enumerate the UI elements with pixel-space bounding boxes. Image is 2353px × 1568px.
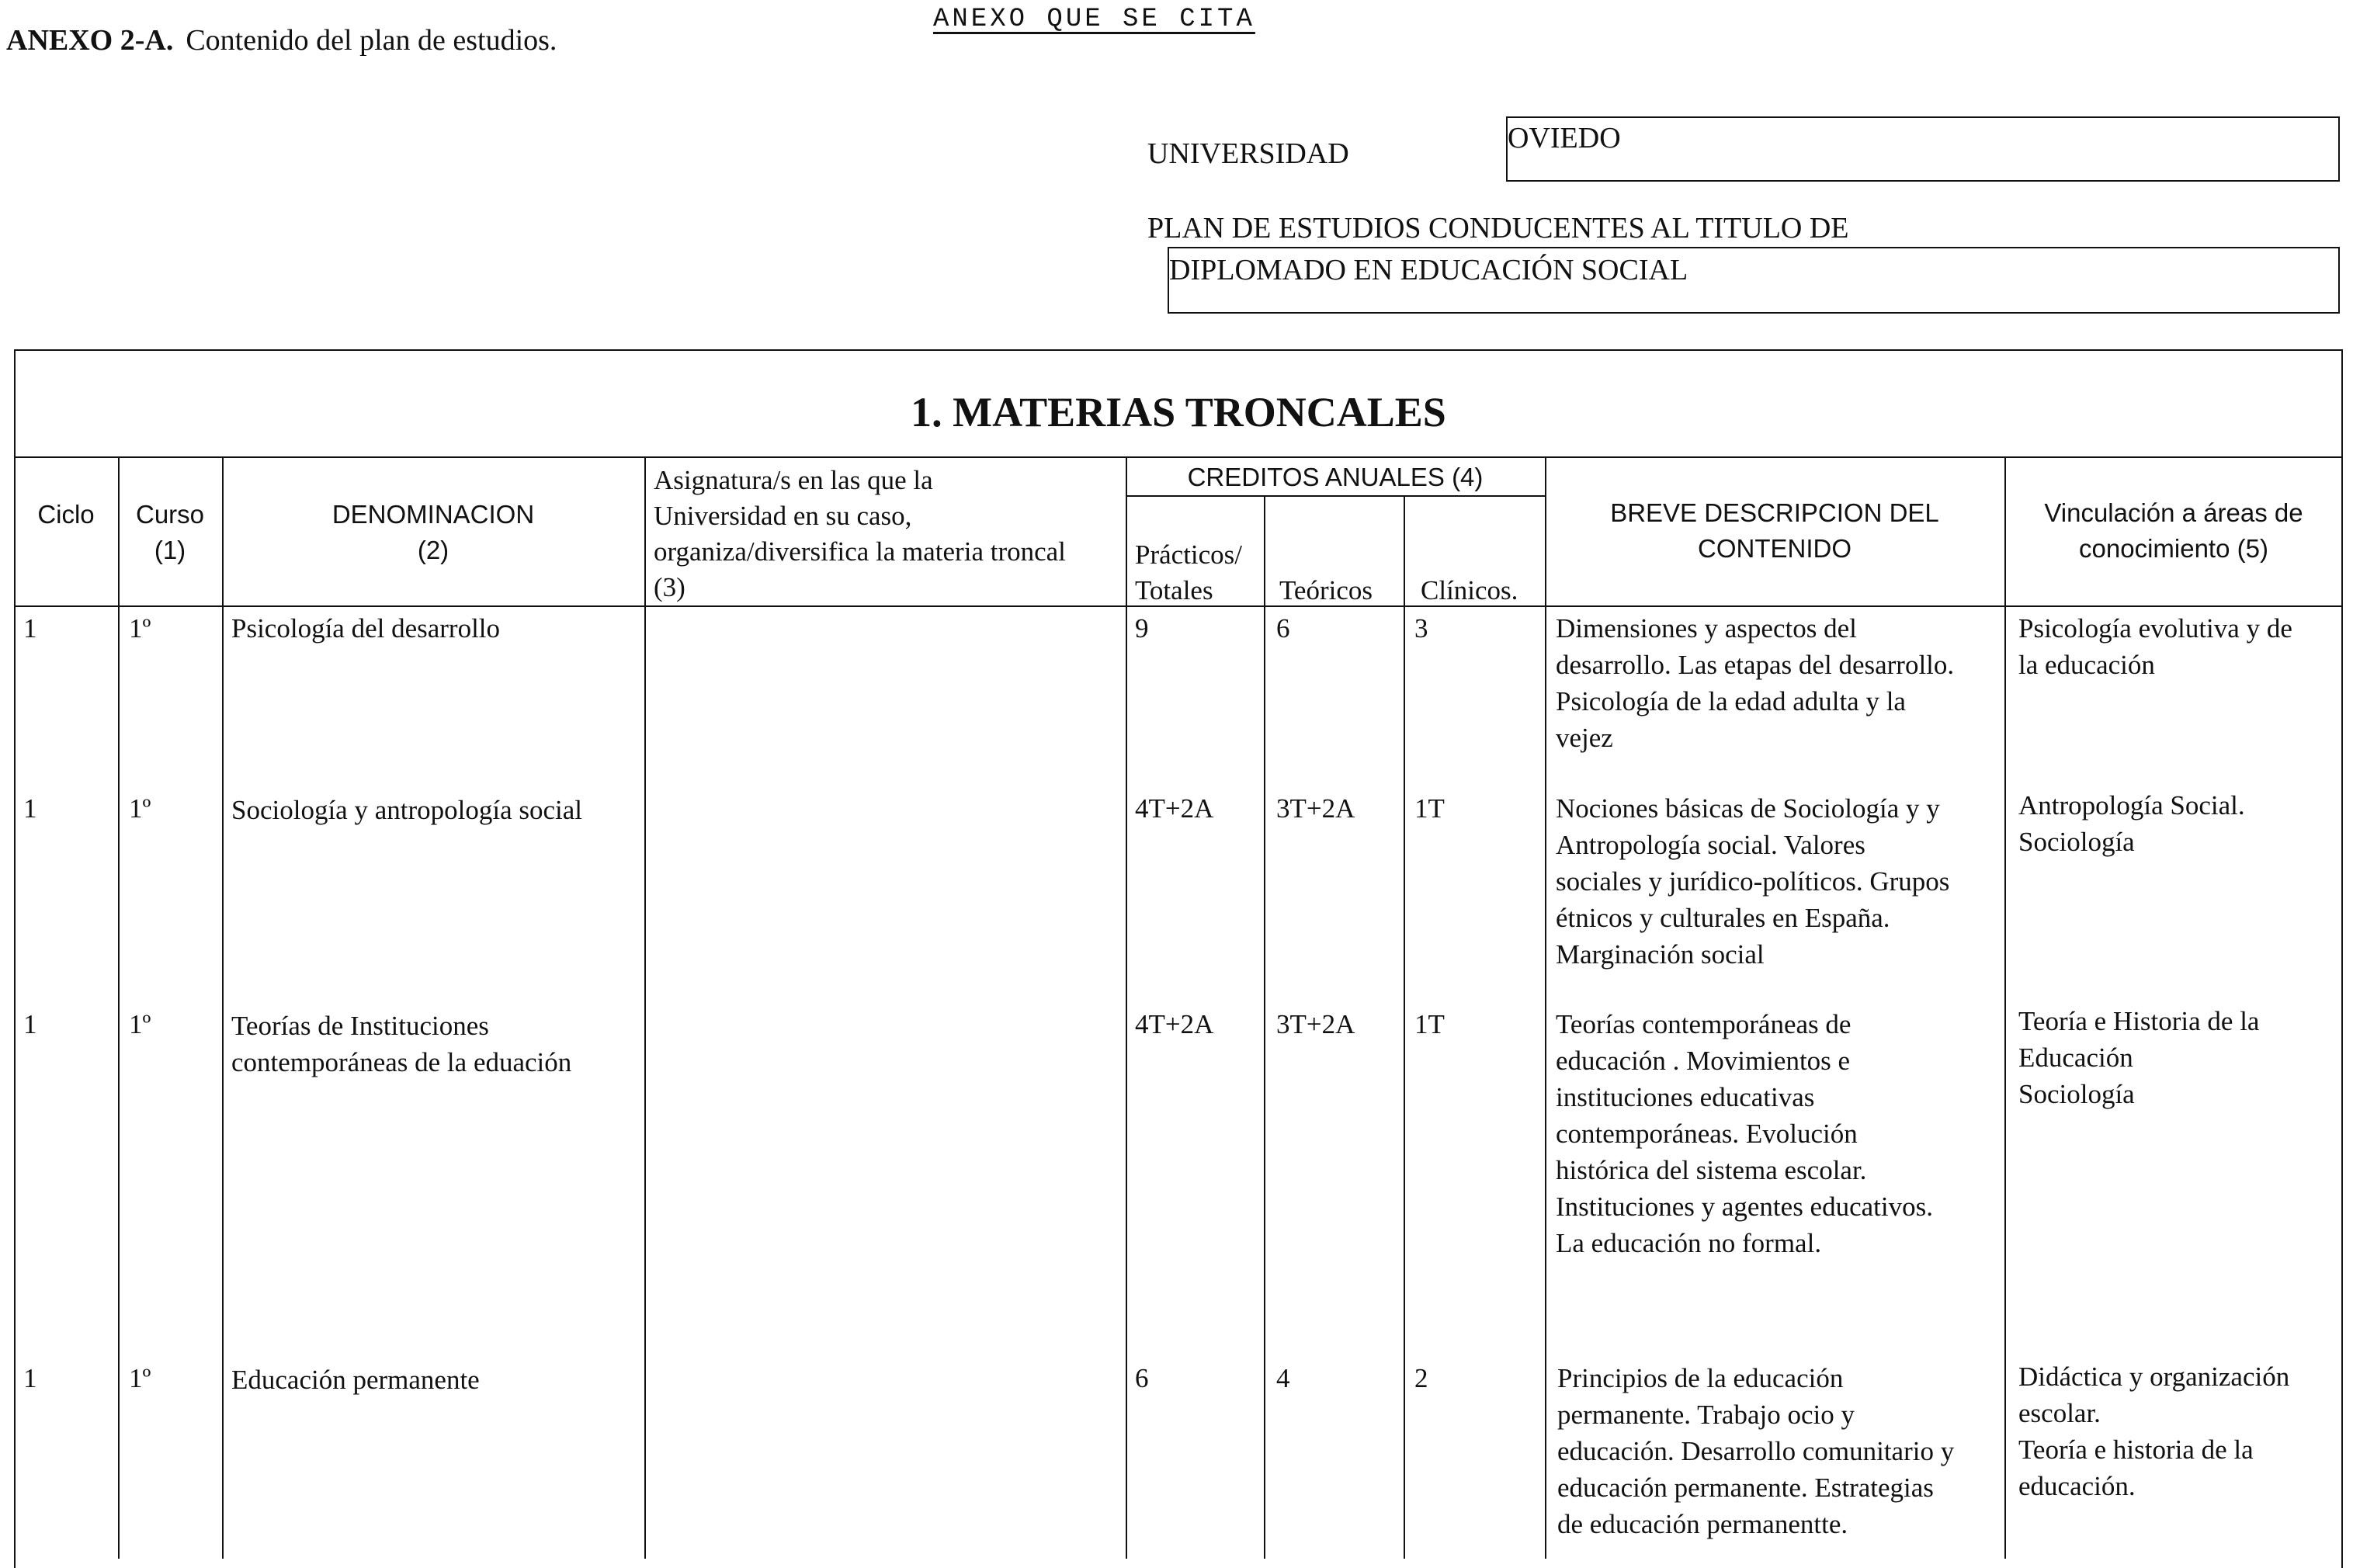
col-header-asignatura xyxy=(654,463,1124,605)
row-descripcion-line: contemporáneas. Evolución xyxy=(1556,1119,1858,1149)
row-denominacion-line: Sociología y antropología social xyxy=(231,795,582,825)
row-areas-line: escolar. xyxy=(2018,1398,2101,1428)
annex-cited-label: ANEXO QUE SE CITA xyxy=(933,5,1255,34)
col-header-practicos-label: Prácticos/ xyxy=(1135,539,1243,570)
col-divider xyxy=(644,456,646,1559)
row-areas-line: Sociología xyxy=(2018,827,2135,857)
degree-value: DIPLOMADO EN EDUCACIÓN SOCIAL xyxy=(1169,254,1688,286)
col-divider xyxy=(1404,495,1405,1559)
row-descripcion-line: Antropología social. Valores xyxy=(1556,830,1865,860)
row-descripcion-line: sociales y jurídico-políticos. Grupos xyxy=(1556,866,1950,897)
col-header-areas xyxy=(2004,495,2343,567)
row-curso: 1º xyxy=(129,793,151,824)
col-divider xyxy=(2004,456,2006,1559)
row-descripcion-line: Psicología de la edad adulta y la xyxy=(1556,686,1906,716)
row-descripcion xyxy=(1556,1006,1998,1261)
plan-label: PLAN DE ESTUDIOS CONDUCENTES AL TITULO DE xyxy=(1147,212,1849,245)
col-divider xyxy=(118,456,120,1559)
row-totales: 6 xyxy=(1135,1363,1149,1393)
row-ciclo: 1 xyxy=(23,613,37,644)
row-denominacion xyxy=(231,610,500,647)
col-header-denominacion xyxy=(222,497,644,568)
row-totales: 9 xyxy=(1135,613,1149,644)
col-header-teoricos-label: Teóricos xyxy=(1279,575,1373,605)
university-value: OVIEDO xyxy=(1508,122,1621,154)
col-header-curso xyxy=(118,497,222,568)
row-areas-line: Antropología Social. xyxy=(2018,790,2245,820)
col-divider xyxy=(1545,456,1546,1559)
document-heading xyxy=(6,23,557,57)
row-clinicos: 1T xyxy=(1414,1009,1445,1039)
row-descripcion-line: vejez xyxy=(1556,723,1613,753)
row-areas-line: Didáctica y organización xyxy=(2018,1362,2290,1392)
row-ciclo: 1 xyxy=(23,1363,37,1393)
row-teoricos: 3T+2A xyxy=(1276,1009,1355,1039)
col-header-ciclo-label: Ciclo xyxy=(37,500,95,529)
row-descripcion-line: étnicos y culturales en España. xyxy=(1556,903,1890,933)
row-teoricos: 6 xyxy=(1276,613,1290,644)
row-clinicos: 1T xyxy=(1414,793,1445,824)
row-clinicos: 3 xyxy=(1414,613,1428,644)
row-descripcion-line: educación. Desarrollo comunitario y xyxy=(1557,1436,1955,1466)
degree-field xyxy=(1168,247,2340,314)
university-label: UNIVERSIDAD xyxy=(1147,137,1349,170)
row-areas xyxy=(2018,1358,2329,1504)
row-descripcion-line: permanente. Trabajo ocio y xyxy=(1557,1400,1855,1430)
row-descripcion-line: instituciones educativas xyxy=(1556,1082,1815,1112)
col-divider xyxy=(222,456,224,1559)
row-areas-line: Sociología xyxy=(2018,1079,2135,1109)
row-curso: 1º xyxy=(129,1363,151,1393)
row-descripcion-line: Instituciones y agentes educativos. xyxy=(1556,1192,1933,1222)
row-denominacion xyxy=(231,1008,571,1081)
col-header-descripcion-line: BREVE DESCRIPCION DEL xyxy=(1610,498,1939,527)
row-areas xyxy=(2018,1003,2329,1112)
row-descripcion xyxy=(1557,1360,2000,1542)
col-header-areas-line: conocimiento (5) xyxy=(2079,534,2268,563)
col-header-asignatura-line: organiza/diversifica la materia troncal xyxy=(654,536,1066,567)
row-areas-line: Educación xyxy=(2018,1042,2133,1073)
col-header-denominacion-note: (2) xyxy=(417,536,449,564)
row-descripcion-line: Marginación social xyxy=(1556,939,1765,970)
row-curso: 1º xyxy=(129,1009,151,1039)
row-descripcion-line: educación permanente. Estrategias xyxy=(1557,1473,1934,1503)
col-header-totales-label: Totales xyxy=(1135,575,1213,605)
row-areas xyxy=(2018,610,2329,683)
row-denominacion xyxy=(231,792,582,828)
table-rule-top xyxy=(14,456,2343,458)
section-title: 1. MATERIAS TRONCALES xyxy=(911,389,1446,435)
row-areas-line: Teoría e historia de la xyxy=(2018,1434,2254,1465)
col-header-teoricos xyxy=(1279,573,1404,609)
row-areas-line: educación. xyxy=(2018,1471,2136,1501)
row-areas xyxy=(2018,787,2329,860)
row-descripcion xyxy=(1556,790,1998,973)
row-clinicos: 2 xyxy=(1414,1363,1428,1393)
row-areas-line: Teoría e Historia de la xyxy=(2018,1006,2260,1036)
row-descripcion xyxy=(1556,610,1998,756)
row-descripcion-line: Teorías contemporáneas de xyxy=(1556,1009,1852,1039)
col-header-asignatura-line: Asignatura/s en las que la xyxy=(654,465,933,495)
col-header-descripcion xyxy=(1545,495,2004,567)
row-denominacion-line: contemporáneas de la eduación xyxy=(231,1047,572,1077)
row-totales: 4T+2A xyxy=(1135,1009,1214,1039)
col-divider xyxy=(1264,495,1265,1559)
col-header-creditos-label: CREDITOS ANUALES (4) xyxy=(1187,463,1484,491)
row-areas-line: Psicología evolutiva y de xyxy=(2018,613,2292,644)
university-field xyxy=(1506,116,2340,182)
row-teoricos: 3T+2A xyxy=(1276,793,1355,824)
col-header-clinicos-label: Clínicos. xyxy=(1421,575,1518,605)
row-descripcion-line: La educación no formal. xyxy=(1556,1228,1822,1258)
annex-number: ANEXO 2-A. xyxy=(6,24,174,57)
row-denominacion xyxy=(231,1362,480,1398)
row-totales: 4T+2A xyxy=(1135,793,1214,824)
row-ciclo: 1 xyxy=(23,793,37,824)
row-descripcion-line: de educación permanentte. xyxy=(1557,1509,1848,1539)
row-descripcion-line: desarrollo. Las etapas del desarrollo. xyxy=(1556,650,1955,680)
annex-description: Contenido del plan de estudios. xyxy=(186,24,557,57)
col-divider xyxy=(1126,456,1127,1559)
row-teoricos: 4 xyxy=(1276,1363,1290,1393)
row-denominacion-line: Teorías de Instituciones xyxy=(231,1011,489,1041)
col-header-asignatura-line: Universidad en su caso, xyxy=(654,501,912,531)
col-header-totales xyxy=(1135,537,1264,609)
row-denominacion-line: Psicología del desarrollo xyxy=(231,613,501,644)
col-header-denominacion-label: DENOMINACION xyxy=(331,500,535,529)
col-header-ciclo xyxy=(14,497,118,532)
col-header-creditos xyxy=(1126,460,1545,495)
credits-underline xyxy=(1126,495,1545,497)
row-denominacion-line: Educación permanente xyxy=(231,1365,480,1395)
row-descripcion-line: Nociones básicas de Sociología y y xyxy=(1556,793,1940,824)
col-header-asignatura-note: (3) xyxy=(654,572,685,602)
row-curso: 1º xyxy=(129,613,151,644)
row-areas-line: la educación xyxy=(2018,650,2155,680)
col-header-clinicos xyxy=(1421,573,1545,609)
col-header-areas-line: Vinculación a áreas de xyxy=(2044,498,2303,527)
row-descripcion-line: histórica del sistema escolar. xyxy=(1556,1155,1867,1185)
row-descripcion-line: Dimensiones y aspectos del xyxy=(1556,613,1857,644)
row-ciclo: 1 xyxy=(23,1009,37,1039)
col-header-descripcion-line: CONTENIDO xyxy=(1698,534,1852,563)
row-descripcion-line: Principios de la educación xyxy=(1557,1363,1844,1393)
row-descripcion-line: educación . Movimientos e xyxy=(1556,1046,1851,1076)
col-header-curso-label: Curso xyxy=(135,500,205,529)
col-header-curso-note: (1) xyxy=(154,536,186,564)
